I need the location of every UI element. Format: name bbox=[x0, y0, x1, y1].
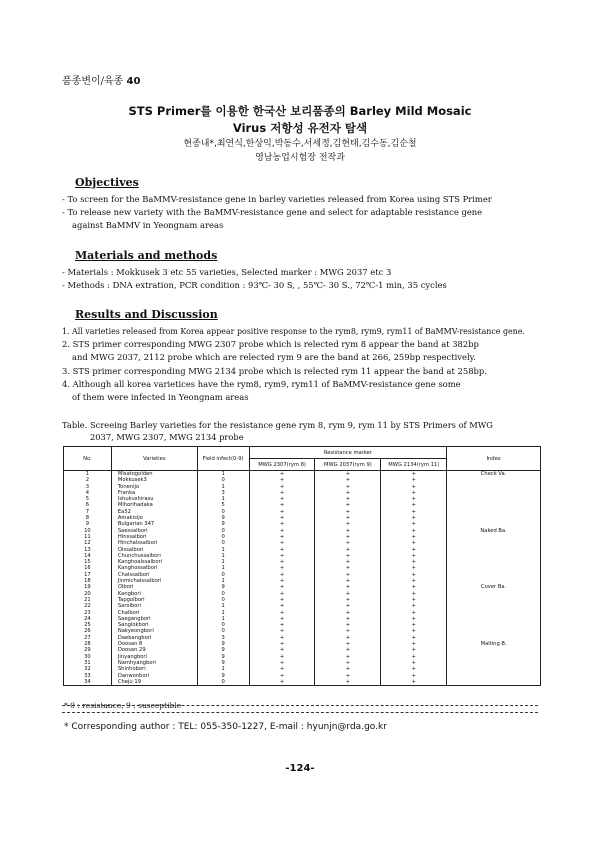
section-tag bbox=[62, 72, 140, 87]
cell-no: 5 bbox=[64, 496, 112, 502]
objectives-body bbox=[62, 193, 542, 233]
cell-mwg2134: + bbox=[381, 654, 447, 660]
methods-line: - Methods : DNA extration, PCR condition : 93℃- 30 S, , 55℃- 30 S., 72℃-1 min, 35 cycles bbox=[62, 280, 447, 291]
cell-no: 26 bbox=[64, 628, 112, 634]
cell-mwg2307: + bbox=[249, 559, 315, 565]
cell-field-infect: 1 bbox=[197, 553, 249, 559]
cell-field-infect: 1 bbox=[197, 565, 249, 571]
cell-no: 9 bbox=[64, 521, 112, 527]
cell-mwg2307: + bbox=[249, 502, 315, 508]
cell-variety: Jinyangbori bbox=[111, 654, 197, 660]
cell-mwg2307: + bbox=[249, 540, 315, 546]
cell-mwg2307: + bbox=[249, 553, 315, 559]
cell-mwg2037: + bbox=[315, 597, 381, 603]
cell-no: 28 bbox=[64, 641, 112, 647]
cell-mwg2134: + bbox=[381, 490, 447, 496]
cell-variety: Ishukushirasu bbox=[111, 496, 197, 502]
cell-mwg2134: + bbox=[381, 603, 447, 609]
cell-mwg2037: + bbox=[315, 515, 381, 521]
cell-mwg2307: + bbox=[249, 490, 315, 496]
cell-mwg2134: + bbox=[381, 509, 447, 515]
results-item-2: 2. STS primer corresponding MWG 2307 probe which is relected rym 8 appear the band at 382bp bbox=[62, 339, 479, 350]
cell-variety: Namhyangbori bbox=[111, 660, 197, 666]
cell-mwg2037: + bbox=[315, 666, 381, 672]
author-list: 현종내*,최연식,한상익,박동수,서세정,김현태,김수동,김순철 bbox=[183, 139, 417, 149]
cell-mwg2134: + bbox=[381, 610, 447, 616]
cell-variety: Ea52 bbox=[111, 509, 197, 515]
cell-field-infect: 9 bbox=[197, 673, 249, 679]
cell-no: 17 bbox=[64, 572, 112, 578]
cell-field-infect: 1 bbox=[197, 616, 249, 622]
cell-mwg2134: + bbox=[381, 521, 447, 527]
cell-field-infect: 9 bbox=[197, 584, 249, 590]
results-item-3: 3. STS primer corresponding MWG 2134 probe which is relected rym 11 appear the band at 258bp. bbox=[62, 365, 487, 376]
cell-no: 8 bbox=[64, 515, 112, 521]
cell-field-infect: 1 bbox=[197, 666, 249, 672]
cell-no: 25 bbox=[64, 622, 112, 628]
cell-no: 10 bbox=[64, 528, 112, 534]
cell-no: 15 bbox=[64, 559, 112, 565]
cell-mwg2037: + bbox=[315, 572, 381, 578]
cell-variety: Nakyeongbori bbox=[111, 628, 197, 634]
table-caption-line-2: 2037, MWG 2307, MWG 2134 probe bbox=[90, 431, 244, 442]
table-row bbox=[64, 471, 541, 478]
col-header-mwg2307: MWG 2307(rym 8) bbox=[249, 459, 315, 471]
cell-field-infect: 9 bbox=[197, 641, 249, 647]
cell-field-infect: 0 bbox=[197, 528, 249, 534]
cell-field-infect: 1 bbox=[197, 610, 249, 616]
cell-mwg2037: + bbox=[315, 565, 381, 571]
cell-variety: Olbori bbox=[111, 584, 197, 590]
cell-field-infect: 0 bbox=[197, 477, 249, 483]
cell-mwg2037: + bbox=[315, 610, 381, 616]
cell-variety: Kanghossalbori bbox=[111, 565, 197, 571]
cell-mwg2134: + bbox=[381, 565, 447, 571]
cell-mwg2307: + bbox=[249, 578, 315, 584]
cell-mwg2134: + bbox=[381, 647, 447, 653]
cell-variety: Doosan 29 bbox=[111, 647, 197, 653]
cell-mwg2134: + bbox=[381, 616, 447, 622]
cell-variety: Chalbori bbox=[111, 610, 197, 616]
cell-mwg2307: + bbox=[249, 654, 315, 660]
cell-no: 14 bbox=[64, 553, 112, 559]
cell-mwg2134: + bbox=[381, 477, 447, 483]
cell-mwg2037: + bbox=[315, 673, 381, 679]
cell-field-infect: 9 bbox=[197, 515, 249, 521]
cell-field-infect: 1 bbox=[197, 471, 249, 478]
results-item-2-cont: and MWG 2037, 2112 probe which are relected rym 9 are the band at 266, 259bp respectively. bbox=[72, 352, 476, 363]
cell-mwg2134: + bbox=[381, 641, 447, 647]
cell-mwg2307: + bbox=[249, 666, 315, 672]
cell-mwg2307: + bbox=[249, 572, 315, 578]
cell-mwg2134: + bbox=[381, 628, 447, 634]
cell-mwg2037: + bbox=[315, 534, 381, 540]
cell-variety: Olssalbori bbox=[111, 547, 197, 553]
cell-variety: Sarolbori bbox=[111, 603, 197, 609]
cell-no: 34 bbox=[64, 679, 112, 686]
cell-no: 13 bbox=[64, 547, 112, 553]
cell-field-infect: 9 bbox=[197, 521, 249, 527]
cell-mwg2037: + bbox=[315, 660, 381, 666]
cell-variety: Mokkusek3 bbox=[111, 477, 197, 483]
cell-mwg2134: + bbox=[381, 666, 447, 672]
cell-mwg2307: + bbox=[249, 610, 315, 616]
cell-variety: Chalssalbori bbox=[111, 572, 197, 578]
results-item-1: 1. All varieties released from Korea appear positive response to the rym8, rym9, rym11 of BaMMV-resistance gene. bbox=[62, 327, 525, 336]
cell-mwg2037: + bbox=[315, 679, 381, 686]
cell-field-infect: 1 bbox=[197, 496, 249, 502]
cell-no: 3 bbox=[64, 484, 112, 490]
cell-mwg2307: + bbox=[249, 484, 315, 490]
cell-field-infect: 0 bbox=[197, 622, 249, 628]
cell-field-infect: 0 bbox=[197, 534, 249, 540]
separator-dashed-line bbox=[62, 705, 538, 706]
cell-mwg2134: + bbox=[381, 471, 447, 478]
correspondence-note: * Corresponding author : TEL: 055-350-1227, E-mail : hyunjn@rda.go.kr bbox=[64, 722, 387, 732]
paper-title-line-2: Virus 저항성 유전자 탐색 bbox=[232, 121, 368, 135]
cell-field-infect: 0 bbox=[197, 509, 249, 515]
cell-mwg2134: + bbox=[381, 515, 447, 521]
cell-index: Cover Ba. bbox=[447, 584, 541, 590]
cell-mwg2307: + bbox=[249, 673, 315, 679]
cell-mwg2037: + bbox=[315, 547, 381, 553]
results-heading: Results and Discussion bbox=[75, 308, 218, 321]
author-block bbox=[62, 137, 538, 165]
cell-variety: Tapgolbori bbox=[111, 597, 197, 603]
cell-variety: Kangbori bbox=[111, 591, 197, 597]
cell-field-infect: 5 bbox=[197, 502, 249, 508]
cell-field-infect: 3 bbox=[197, 635, 249, 641]
cell-field-infect: 0 bbox=[197, 591, 249, 597]
cell-field-infect: 9 bbox=[197, 647, 249, 653]
cell-mwg2307: + bbox=[249, 635, 315, 641]
cell-no: 2 bbox=[64, 477, 112, 483]
cell-variety: Mihorihadaka bbox=[111, 502, 197, 508]
materials-line: - Materials : Mokkusek 3 etc 55 varieties, Selected marker : MWG 2037 etc 3 bbox=[62, 267, 392, 277]
cell-mwg2307: + bbox=[249, 547, 315, 553]
cell-mwg2307: + bbox=[249, 477, 315, 483]
cell-mwg2134: + bbox=[381, 622, 447, 628]
cell-mwg2307: + bbox=[249, 528, 315, 534]
cell-mwg2134: + bbox=[381, 484, 447, 490]
cell-no: 12 bbox=[64, 540, 112, 546]
cell-variety: Amakisijo bbox=[111, 515, 197, 521]
cell-mwg2307: + bbox=[249, 628, 315, 634]
cell-field-infect: 0 bbox=[197, 572, 249, 578]
cell-mwg2307: + bbox=[249, 591, 315, 597]
cell-variety: Sanglokbori bbox=[111, 622, 197, 628]
cell-no: 11 bbox=[64, 534, 112, 540]
cell-mwg2134: + bbox=[381, 559, 447, 565]
cell-mwg2307: + bbox=[249, 641, 315, 647]
cell-mwg2037: + bbox=[315, 484, 381, 490]
cell-mwg2037: + bbox=[315, 654, 381, 660]
cell-mwg2134: + bbox=[381, 584, 447, 590]
cell-variety: Cheju 19 bbox=[111, 679, 197, 686]
cell-variety: Danwonbori bbox=[111, 673, 197, 679]
cell-mwg2037: + bbox=[315, 521, 381, 527]
cell-variety: Saegangbori bbox=[111, 616, 197, 622]
materials-body bbox=[62, 266, 542, 292]
section-tag-label: 품종변이/육종 bbox=[62, 76, 124, 87]
cell-mwg2307: + bbox=[249, 647, 315, 653]
cell-variety: Shinhobori bbox=[111, 666, 197, 672]
cell-mwg2134: + bbox=[381, 591, 447, 597]
cell-mwg2134: + bbox=[381, 572, 447, 578]
cell-mwg2307: + bbox=[249, 509, 315, 515]
cell-mwg2037: + bbox=[315, 559, 381, 565]
cell-no: 23 bbox=[64, 610, 112, 616]
cell-no: 1 bbox=[64, 471, 112, 478]
cell-mwg2307: + bbox=[249, 515, 315, 521]
cell-field-infect: 1 bbox=[197, 484, 249, 490]
cell-variety: Franka bbox=[111, 490, 197, 496]
cell-no: 27 bbox=[64, 635, 112, 641]
materials-heading: Materials and methods bbox=[75, 249, 218, 262]
objectives-line: - To screen for the BaMMV-resistance gene in barley varieties released from Korea using STS Primer bbox=[62, 194, 492, 204]
cell-no: 30 bbox=[64, 654, 112, 660]
cell-mwg2134: + bbox=[381, 578, 447, 584]
cell-variety: Hinchalssalbori bbox=[111, 540, 197, 546]
cell-no: 7 bbox=[64, 509, 112, 515]
cell-mwg2037: + bbox=[315, 635, 381, 641]
cell-no: 24 bbox=[64, 616, 112, 622]
cell-mwg2134: + bbox=[381, 496, 447, 502]
cell-mwg2307: + bbox=[249, 565, 315, 571]
cell-field-infect: 1 bbox=[197, 578, 249, 584]
separator-dashed-line bbox=[62, 712, 538, 713]
cell-mwg2307: + bbox=[249, 603, 315, 609]
cell-no: 16 bbox=[64, 565, 112, 571]
col-header-resistance-marker: Resistance marker bbox=[249, 447, 447, 459]
table-row bbox=[64, 679, 541, 686]
cell-mwg2037: + bbox=[315, 591, 381, 597]
cell-variety: Hinssalbori bbox=[111, 534, 197, 540]
cell-variety: Bulgarian 347 bbox=[111, 521, 197, 527]
cell-mwg2134: + bbox=[381, 540, 447, 546]
cell-mwg2037: + bbox=[315, 578, 381, 584]
cell-mwg2037: + bbox=[315, 509, 381, 515]
cell-mwg2307: + bbox=[249, 597, 315, 603]
cell-mwg2037: + bbox=[315, 553, 381, 559]
cell-mwg2037: + bbox=[315, 540, 381, 546]
cell-field-infect: 0 bbox=[197, 540, 249, 546]
cell-mwg2307: + bbox=[249, 660, 315, 666]
cell-mwg2134: + bbox=[381, 635, 447, 641]
objectives-heading: Objectives bbox=[75, 176, 139, 189]
cell-no: 21 bbox=[64, 597, 112, 603]
cell-mwg2037: + bbox=[315, 616, 381, 622]
cell-mwg2134: + bbox=[381, 597, 447, 603]
col-header-mwg2134: MWG 2134(rym 11) bbox=[381, 459, 447, 471]
table-caption-line-1: Table. Screeing Barley varieties for the resistance gene rym 8, rym 9, rym 11 by STS Primers of MWG bbox=[62, 420, 493, 430]
cell-variety: Kanghoalssalbori bbox=[111, 559, 197, 565]
cell-mwg2307: + bbox=[249, 521, 315, 527]
cell-mwg2037: + bbox=[315, 471, 381, 478]
cell-variety: Saessalbori bbox=[111, 528, 197, 534]
cell-no: 18 bbox=[64, 578, 112, 584]
paper-title-line-1: STS Primer를 이용한 한국산 보리품종의 Barley Mild Mosaic bbox=[128, 104, 472, 118]
cell-mwg2307: + bbox=[249, 679, 315, 686]
cell-no: 31 bbox=[64, 660, 112, 666]
cell-field-infect: 1 bbox=[197, 559, 249, 565]
col-header-field-infect: Field infect(0-9) bbox=[197, 447, 249, 471]
cell-field-infect: 9 bbox=[197, 660, 249, 666]
col-header-mwg2037: MWG 2037(rym 9) bbox=[315, 459, 381, 471]
cell-mwg2307: + bbox=[249, 534, 315, 540]
cell-mwg2307: + bbox=[249, 616, 315, 622]
cell-no: 29 bbox=[64, 647, 112, 653]
cell-mwg2037: + bbox=[315, 502, 381, 508]
col-header-index: Index bbox=[447, 447, 541, 471]
cell-mwg2134: + bbox=[381, 660, 447, 666]
page-number: -124- bbox=[285, 763, 315, 774]
cell-field-infect: 9 bbox=[197, 654, 249, 660]
cell-field-infect: 3 bbox=[197, 490, 249, 496]
cell-field-infect: 0 bbox=[197, 679, 249, 686]
cell-mwg2134: + bbox=[381, 553, 447, 559]
cell-mwg2307: + bbox=[249, 622, 315, 628]
cell-no: 32 bbox=[64, 666, 112, 672]
cell-variety: Tonenijo bbox=[111, 484, 197, 490]
affiliation: 영남농업시험장 전작과 bbox=[255, 153, 345, 163]
cell-variety: Daebangbori bbox=[111, 635, 197, 641]
cell-field-infect: 1 bbox=[197, 547, 249, 553]
cell-mwg2037: + bbox=[315, 628, 381, 634]
section-tag-number: 40 bbox=[126, 76, 141, 87]
cell-mwg2307: + bbox=[249, 471, 315, 478]
cell-index: Check Va. bbox=[447, 471, 541, 478]
table-footnote: * 0 : resistance, 9 : susceptible bbox=[64, 701, 182, 710]
cell-variety: Doosan 8 bbox=[111, 641, 197, 647]
objectives-line: - To release new variety with the BaMMV-resistance gene and select for adaptable resistance gene bbox=[62, 207, 483, 218]
cell-mwg2307: + bbox=[249, 496, 315, 502]
cell-mwg2134: + bbox=[381, 502, 447, 508]
cell-mwg2037: + bbox=[315, 641, 381, 647]
cell-no: 19 bbox=[64, 584, 112, 590]
cell-mwg2037: + bbox=[315, 496, 381, 502]
cell-mwg2037: + bbox=[315, 490, 381, 496]
cell-mwg2037: + bbox=[315, 603, 381, 609]
cell-mwg2134: + bbox=[381, 528, 447, 534]
results-item-4: 4. Although all korea varietices have the rym8, rym9, rym11 of BaMMV-resistance gene some bbox=[62, 378, 461, 389]
cell-mwg2134: + bbox=[381, 679, 447, 686]
objectives-line: against BaMMV in Yeongnam areas bbox=[72, 220, 224, 231]
cell-field-infect: 0 bbox=[197, 628, 249, 634]
cell-field-infect: 1 bbox=[197, 603, 249, 609]
cell-mwg2037: + bbox=[315, 477, 381, 483]
results-item-4-cont: of them were infected in Yeongnam areas bbox=[72, 392, 249, 403]
cell-mwg2037: + bbox=[315, 528, 381, 534]
cell-no: 33 bbox=[64, 673, 112, 679]
cell-index bbox=[447, 679, 541, 686]
cell-no: 20 bbox=[64, 591, 112, 597]
cell-mwg2037: + bbox=[315, 647, 381, 653]
col-header-varieties: Varieties bbox=[111, 447, 197, 471]
cell-no: 4 bbox=[64, 490, 112, 496]
cell-mwg2134: + bbox=[381, 547, 447, 553]
results-body bbox=[62, 325, 542, 404]
cell-no: 6 bbox=[64, 502, 112, 508]
table-caption bbox=[62, 420, 542, 443]
paper-title bbox=[62, 103, 538, 137]
cell-no: 22 bbox=[64, 603, 112, 609]
results-table bbox=[63, 446, 541, 686]
col-header-no: No. bbox=[64, 447, 112, 471]
cell-variety: Chunchussalbori bbox=[111, 553, 197, 559]
cell-index: Naked Ba. bbox=[447, 528, 541, 534]
cell-mwg2037: + bbox=[315, 622, 381, 628]
cell-index: Malting B. bbox=[447, 641, 541, 647]
cell-field-infect: 0 bbox=[197, 597, 249, 603]
cell-mwg2134: + bbox=[381, 673, 447, 679]
cell-variety: Misatogolden bbox=[111, 471, 197, 478]
cell-mwg2307: + bbox=[249, 584, 315, 590]
table-body bbox=[64, 471, 541, 686]
cell-variety: Jinmichalssalbori bbox=[111, 578, 197, 584]
cell-mwg2134: + bbox=[381, 534, 447, 540]
cell-mwg2037: + bbox=[315, 584, 381, 590]
